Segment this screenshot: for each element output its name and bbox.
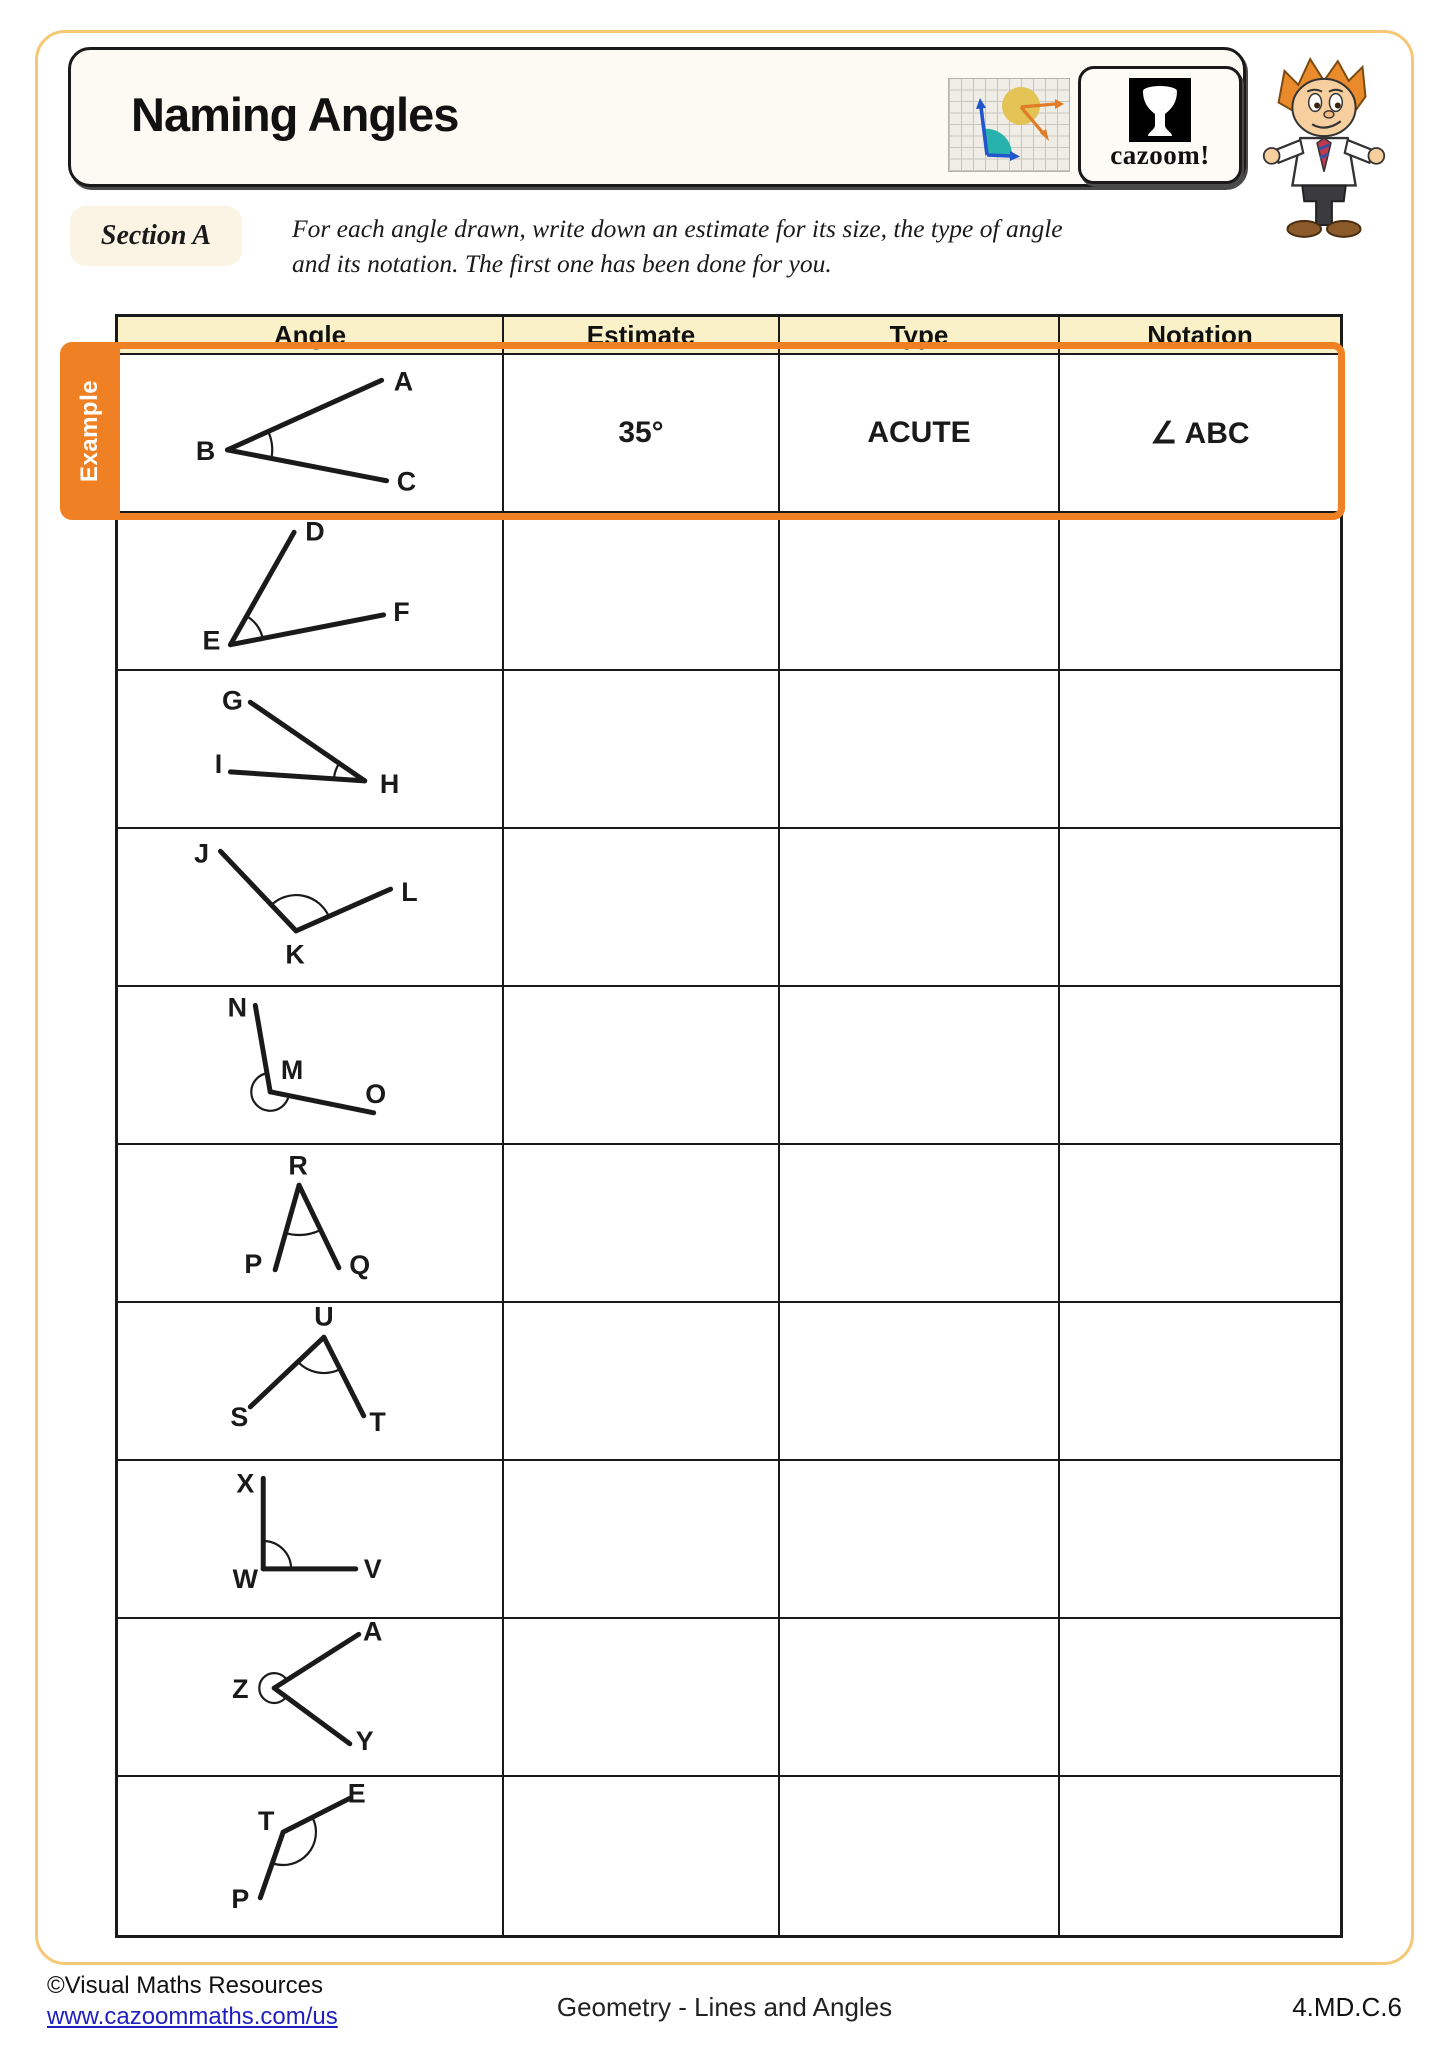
- angles-illustration: [948, 78, 1070, 172]
- notation-cell-row2: [1060, 671, 1340, 829]
- point-label: A: [393, 366, 414, 397]
- title-banner: [68, 47, 1246, 187]
- column-header-notation: Notation: [1060, 317, 1340, 355]
- column-header-type: Type: [780, 317, 1060, 355]
- angle-cell-row5: [118, 1145, 504, 1303]
- estimate-cell-row5: [504, 1145, 780, 1303]
- angle-diagram: [118, 512, 502, 670]
- point-label: P: [244, 1248, 263, 1279]
- point-label: W: [232, 1563, 259, 1594]
- point-label: N: [227, 992, 248, 1023]
- column-header-estimate: Estimate: [504, 317, 780, 355]
- notation-cell-row3: [1060, 829, 1340, 987]
- notation-cell-row6: [1060, 1303, 1340, 1461]
- angle-diagram: [118, 1777, 502, 1935]
- point-label: D: [305, 516, 325, 547]
- estimate-cell-row2: [504, 671, 780, 829]
- angle-cell-row8: [118, 1619, 504, 1777]
- notation-cell-row5: [1060, 1145, 1340, 1303]
- angle-diagram: [118, 1144, 502, 1302]
- estimate-cell-row7: [504, 1461, 780, 1619]
- estimate-cell-row4: [504, 987, 780, 1145]
- point-label: U: [314, 1302, 334, 1332]
- angle-diagram: [118, 1460, 502, 1618]
- cazoom-logo: [1078, 66, 1242, 184]
- point-label: G: [221, 685, 243, 716]
- copyright-text: ©Visual Maths Resources: [47, 1972, 324, 1999]
- point-label: P: [231, 1883, 250, 1914]
- angle-cell-row2: [118, 671, 504, 829]
- estimate-cell-row0: 35°: [504, 355, 780, 513]
- point-label: B: [195, 435, 216, 466]
- point-label: Q: [349, 1249, 371, 1280]
- cazoom-logo-text: cazoom!: [1110, 140, 1210, 170]
- website-link[interactable]: www.cazoommaths.com/us: [47, 2003, 338, 2030]
- standard-code: 4.MD.C.6: [1292, 1992, 1402, 2022]
- point-label: T: [369, 1406, 386, 1437]
- estimate-cell-row3: [504, 829, 780, 987]
- angle-cell-row9: [118, 1777, 504, 1935]
- estimate-cell-row9: [504, 1777, 780, 1935]
- point-label: L: [401, 877, 418, 908]
- point-label: K: [285, 939, 305, 970]
- angle-cell-row3: [118, 829, 504, 987]
- example-tab-label: Example: [76, 379, 103, 483]
- point-label: Z: [232, 1674, 249, 1705]
- mascot-illustration: [1245, 50, 1403, 240]
- point-label: S: [230, 1401, 249, 1432]
- type-cell-row8: [780, 1619, 1060, 1777]
- point-label: V: [363, 1553, 382, 1584]
- type-cell-row0: ACUTE: [780, 355, 1060, 513]
- point-label: J: [194, 838, 210, 869]
- type-cell-row6: [780, 1303, 1060, 1461]
- point-label: C: [396, 466, 417, 497]
- angles-table: [115, 314, 1343, 1938]
- angle-diagram: [118, 354, 502, 512]
- estimate-cell-row6: [504, 1303, 780, 1461]
- point-label: A: [362, 1618, 383, 1647]
- type-cell-row4: [780, 987, 1060, 1145]
- point-label: F: [393, 596, 410, 627]
- instructions-line2: and its notation. The first one has been done for you.: [292, 248, 832, 278]
- angle-cell-row4: [118, 987, 504, 1145]
- estimate-cell-row8: [504, 1619, 780, 1777]
- type-cell-row1: [780, 513, 1060, 671]
- notation-cell-row9: [1060, 1777, 1340, 1935]
- notation-cell-row1: [1060, 513, 1340, 671]
- notation-cell-row7: [1060, 1461, 1340, 1619]
- angle-cell-row6: [118, 1303, 504, 1461]
- angle-diagram: [118, 670, 502, 828]
- type-cell-row2: [780, 671, 1060, 829]
- point-label: M: [280, 1054, 304, 1085]
- page-title: Naming Angles: [131, 87, 459, 141]
- notation-cell-row8: [1060, 1619, 1340, 1777]
- type-cell-row3: [780, 829, 1060, 987]
- notation-cell-row4: [1060, 987, 1340, 1145]
- cazoom-goblet-icon: [1129, 78, 1191, 142]
- point-label: T: [258, 1806, 275, 1837]
- type-cell-row5: [780, 1145, 1060, 1303]
- angle-diagram: [118, 986, 502, 1144]
- angle-diagram: [118, 828, 502, 986]
- estimate-cell-row1: [504, 513, 780, 671]
- angle-diagram: [118, 1302, 502, 1460]
- point-label: E: [347, 1778, 366, 1809]
- angles-illustration-shapes: [949, 79, 1069, 171]
- example-tab: [60, 342, 120, 520]
- angle-cell-row0: [118, 355, 504, 513]
- instructions-text: [292, 212, 1232, 281]
- angle-diagram: [118, 1618, 502, 1776]
- point-label: O: [365, 1078, 387, 1109]
- section-label: Section A: [70, 206, 242, 266]
- footer-topic: Geometry - Lines and Angles: [556, 1992, 893, 2022]
- type-cell-row7: [780, 1461, 1060, 1619]
- point-label: E: [202, 625, 221, 656]
- point-label: X: [236, 1468, 255, 1499]
- notation-cell-row0: ∠ ABC: [1060, 355, 1340, 513]
- type-cell-row9: [780, 1777, 1060, 1935]
- angle-cell-row7: [118, 1461, 504, 1619]
- angle-cell-row1: [118, 513, 504, 671]
- instructions-line1: For each angle drawn, write down an estimate for its size, the type of angle: [292, 214, 1063, 243]
- point-label: H: [379, 768, 400, 799]
- column-header-angle: Angle: [118, 317, 504, 355]
- point-label: Y: [355, 1725, 374, 1756]
- point-label: R: [288, 1150, 308, 1181]
- point-label: I: [214, 748, 223, 779]
